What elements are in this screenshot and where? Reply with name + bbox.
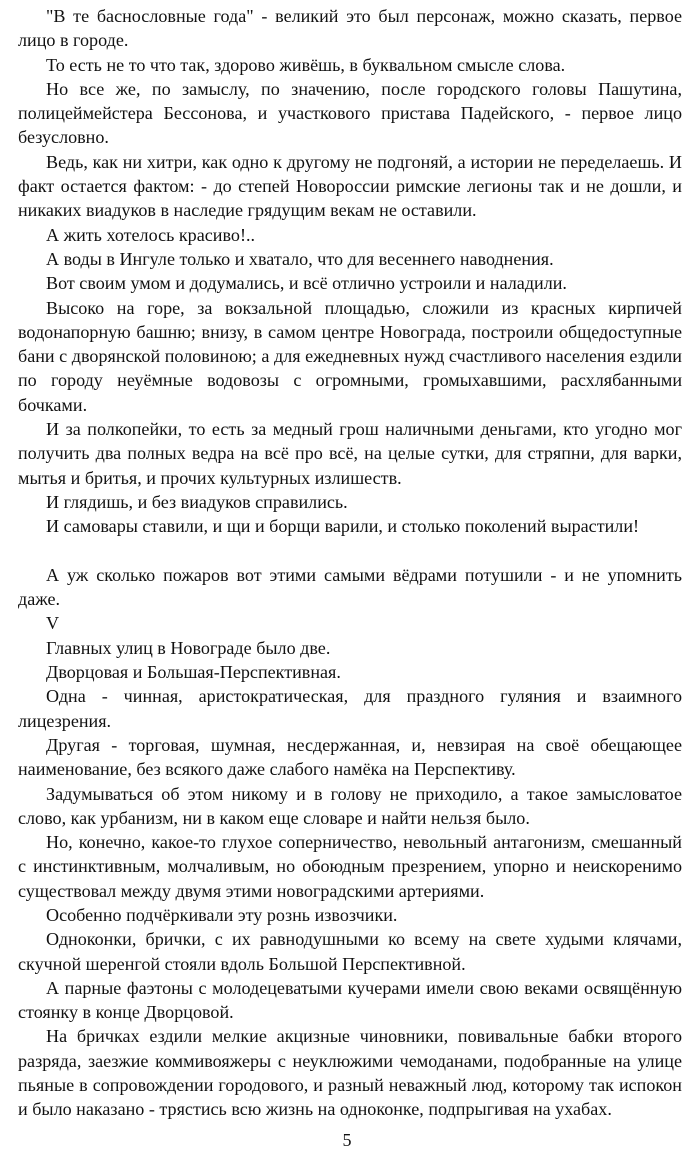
paragraph: А уж сколько пожаров вот этими самыми вёдрами потушили - и не упомнить даже. xyxy=(18,564,682,610)
paragraph: А жить хотелось красиво!.. xyxy=(46,224,256,245)
blank-line xyxy=(18,539,682,563)
paragraph: И самовары ставили, и щи и борщи варили, и столько поколений вырастили! xyxy=(46,516,640,537)
paragraph: Высоко на горе, за вокзальной площадью, сложили из красных кирпичей водонапорную башню; внизу, в самом центре Новограда, построили общедоступные бани с дворянской половиною; а для ежедневных нужд счастливого населения ездили по городу неуёмные водовозы с огромными, громыхавшими, расхлябанными бочками. xyxy=(18,297,682,415)
paragraph: Главных улиц в Новограде было две. xyxy=(46,637,331,658)
page-body-text xyxy=(18,4,682,1122)
paragraph: Особенно подчёркивали эту рознь извозчики. xyxy=(46,904,398,925)
paragraph: А воды в Ингуле только и хватало, что для весеннего наводнения. xyxy=(46,248,554,269)
paragraph: Ведь, как ни хитри, как одно к другому не подгоняй, а истории не переделаешь. И факт остается фактом: - до степей Новороссии римские легионы так и не дошли, и никаких виадуков в наследие грядущим векам не оставили. xyxy=(18,151,682,221)
paragraph: И глядишь, и без виадуков справились. xyxy=(46,491,348,512)
paragraph: И за полкопейки, то есть за медный грош наличными деньгами, кто угодно мог получить два полных ведра на всё про всё, на целые сутки, для стряпни, для варки, мытья и бритья, и прочих культурных излишеств. xyxy=(18,419,682,488)
paragraph: На бричках ездили мелкие акцизные чиновники, повивальные бабки второго разряда, заезжие коммивояжеры с неуклюжими чемоданами, подобранные на улице пьяные в сопровождении городового, и разный неважный люд, которому так испокон и было наказано - трястись всю жизнь на одноконке, подпрыгивая на ухабах. xyxy=(18,1026,682,1120)
chapter-number: V xyxy=(46,613,60,634)
paragraph: "В те баснословные года" - великий это был персонаж, можно сказать, первое лицо в городе. xyxy=(18,6,682,51)
paragraph: Вот своим умом и додумались, и всё отлично устроили и наладили. xyxy=(46,273,567,294)
paragraph: Но все же, по замыслу, по значению, после городского головы Пашутина, полицеймейстера Бессонова, и участкового пристава Падейского, - первое лицо безусловно. xyxy=(18,78,682,148)
paragraph: То есть не то что так, здорово живёшь, в буквальном смысле слова. xyxy=(46,54,566,75)
paragraph: Другая - торговая, шумная, несдержанная, и, невзирая на своё обещающее наименование, без всякого даже слабого намёка на Перспективу. xyxy=(18,734,682,780)
paragraph: А парные фаэтоны с молодецеватыми кучерами имели свою веками освящённую стоянку в конце Дворцовой. xyxy=(18,977,682,1023)
page-number: 5 xyxy=(342,1130,352,1150)
paragraph: Задумываться об этом никому и в голову не приходило, а такое замысловатое слово, как урбанизм, ни в каком еще словаре и найти нельзя было. xyxy=(18,783,682,828)
paragraph: Дворцовая и Большая-Перспективная. xyxy=(46,662,341,683)
paragraph: Одна - чинная, аристократическая, для праздного гуляния и взаимного лицезрения. xyxy=(18,686,682,731)
paragraph: Одноконки, брички, с их равнодушными ко всему на свете худыми клячами, скучной шеренгой стояли вдоль Большой Перспективной. xyxy=(18,929,682,974)
paragraph: Но, конечно, какое-то глухое соперничество, невольный антагонизм, смешанный с инстинктивным, молчаливым, но обоюдным презрением, упорно и неискоренимо существовал между двумя этими новоградскими артериями. xyxy=(18,832,682,901)
